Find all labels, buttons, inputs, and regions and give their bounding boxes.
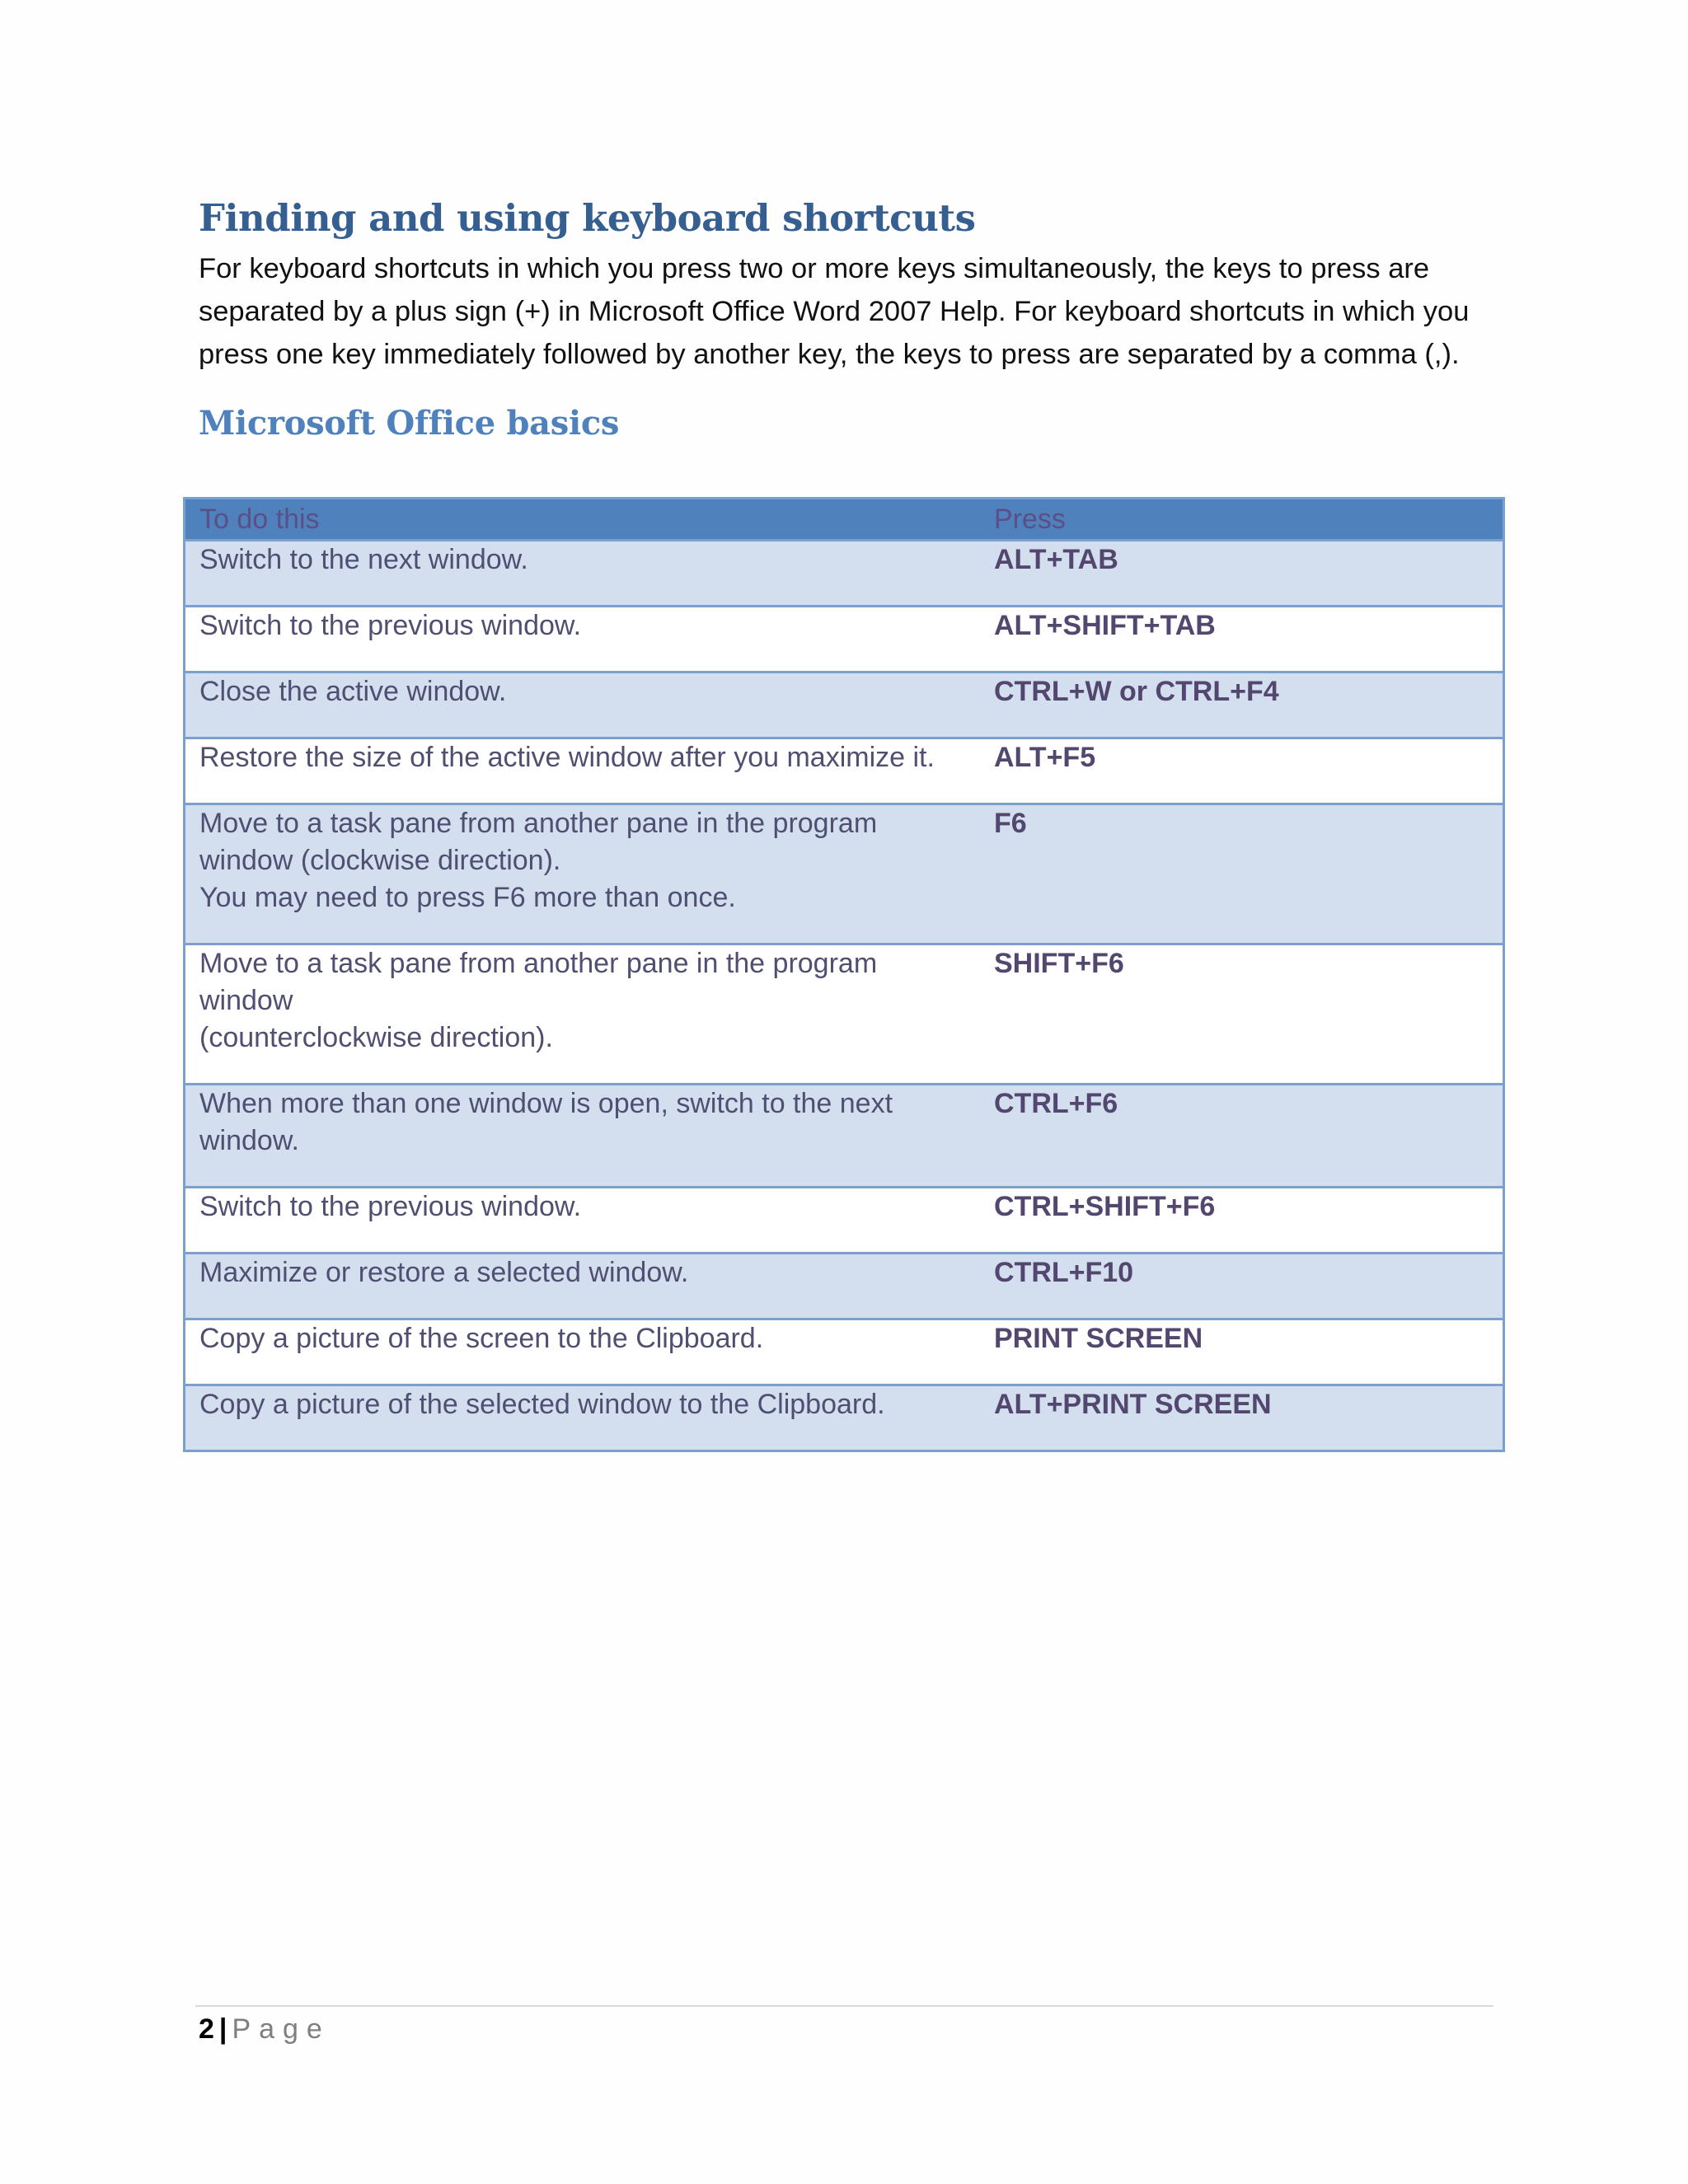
action-text: You may need to press F6 more than once. [199,882,736,913]
shortcut-keys: ALT+SHIFT+TAB [980,607,1504,673]
action-text: Copy a picture of the screen to the Clipboard. [199,1323,764,1354]
intro-paragraph [199,247,1501,376]
shortcut-keys: SHIFT+F6 [980,944,1504,1085]
action-text: Close the active window. [199,676,507,707]
shortcut-table [183,497,1505,1452]
action-text: Move to a task pane from another pane in the program [199,948,878,979]
shortcut-keys: F6 [980,804,1504,944]
action-cell [185,1085,981,1188]
shortcut-keys: ALT+PRINT SCREEN [980,1385,1504,1451]
shortcut-keys: PRINT SCREEN [980,1319,1504,1385]
table-row [185,541,1504,607]
table-row [185,738,1504,804]
table-row [185,607,1504,673]
table-row [185,673,1504,738]
column-header-action: To do this [185,499,981,541]
table-row [185,1319,1504,1385]
action-text: (counterclockwise direction). [199,1022,553,1053]
intro-line: separated by a plus sign (+) in Microsoft Office Word 2007 Help. For keyboard shortcuts in which you [199,296,1470,327]
table-row [185,944,1504,1085]
shortcut-keys: CTRL+W or CTRL+F4 [980,673,1504,738]
page-label: Page [232,2013,331,2045]
footer-divider [195,2005,1493,2007]
column-header-keys: Press [980,499,1504,541]
shortcut-keys: ALT+TAB [980,541,1504,607]
shortcut-keys: CTRL+F10 [980,1254,1504,1319]
action-text: window [199,985,293,1016]
action-text: window. [199,1125,299,1156]
intro-line: For keyboard shortcuts in which you press two or more keys simultaneously, the keys to press are [199,253,1430,284]
table-header-row [185,499,1504,541]
action-text: When more than one window is open, switch to the next [199,1088,893,1119]
action-text: Move to a task pane from another pane in the program [199,808,878,839]
section-heading: Microsoft Office basics [199,404,620,443]
shortcut-keys: ALT+F5 [980,738,1504,804]
table-row [185,1085,1504,1188]
action-cell [185,1188,981,1254]
table-row [185,804,1504,944]
action-text: Restore the size of the active window after you maximize it. [199,742,935,773]
action-cell [185,541,981,607]
action-cell [185,1254,981,1319]
page-footer [199,2011,331,2048]
footer-separator: | [218,2013,227,2045]
action-cell [185,738,981,804]
action-cell [185,944,981,1085]
action-cell [185,804,981,944]
page-title: Finding and using keyboard shortcuts [199,196,976,240]
action-text: Switch to the previous window. [199,1191,582,1222]
page-number: 2 [199,2013,214,2045]
action-cell [185,607,981,673]
action-cell [185,673,981,738]
action-text: Switch to the next window. [199,544,528,575]
action-text: Copy a picture of the selected window to the Clipboard. [199,1389,885,1420]
action-cell [185,1319,981,1385]
table-row [185,1254,1504,1319]
table-row [185,1188,1504,1254]
intro-line: press one key immediately followed by another key, the keys to press are separated by a comma (,). [199,339,1460,370]
action-text: window (clockwise direction). [199,845,561,876]
action-cell [185,1385,981,1451]
shortcut-keys: CTRL+F6 [980,1085,1504,1188]
shortcut-keys: CTRL+SHIFT+F6 [980,1188,1504,1254]
action-text: Switch to the previous window. [199,610,582,641]
action-text: Maximize or restore a selected window. [199,1257,689,1288]
table-row [185,1385,1504,1451]
